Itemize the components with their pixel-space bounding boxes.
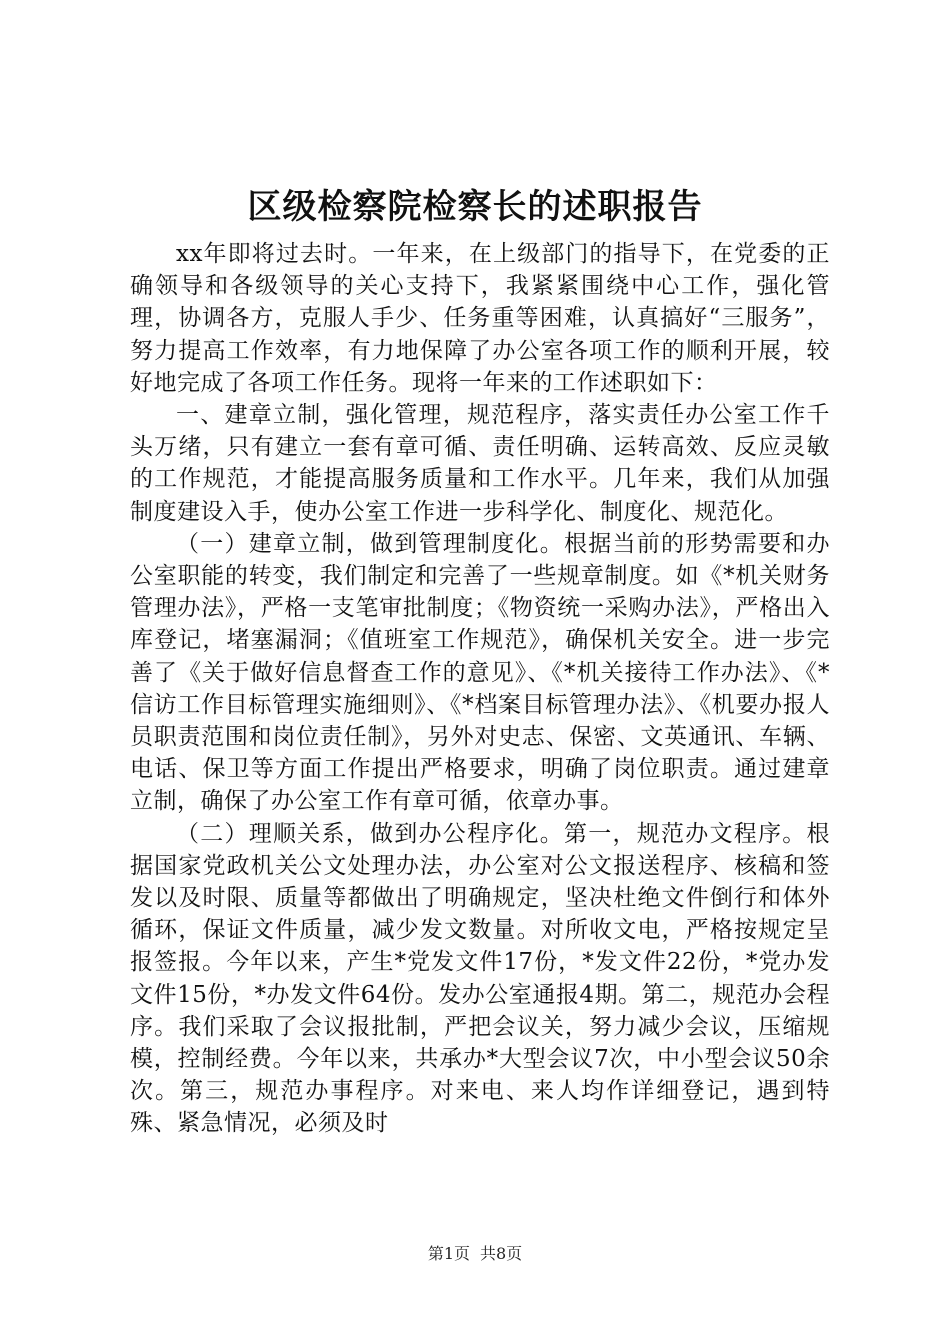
paragraph-subsection-two: （二）理顺关系，做到办公程序化。第一，规范办文程序。根据国家党政机关公文处理办法，办公室对公文报送程序、核稿和签发以及时限、质量等都做出了明确规定，坚决杜绝文件倒行和体外循环，保证文件质量，减少发文数量。对所收文电，严格按规定呈报签报。今年以来，产生*党发文件17份，*发文件22份，*党办发文件15份，*办发文件64份。发办公室通报4期。第二，规范办会程序。我们采取了会议报批制，严把会议关，努力减少会议，压缩规模，控制经费。今年以来，共承办*大型会议7次，中小型会议50余次。第三，规范办事程序。对来电、来人均作详细登记，遇到特殊、紧急情况，必须及时 — [130, 820, 830, 1137]
paragraph-subsection-one: （一）建章立制，做到管理制度化。根据当前的形势需要和办公室职能的转变，我们制定和完善了一些规章制度。如《*机关财务管理办法》，严格一支笔审批制度；《物资统一采购办法》，严格出入库登记，堵塞漏洞；《值班室工作规范》，确保机关安全。进一步完善了《关于做好信息督查工作的意见》、《*机关接待工作办法》、《*信访工作目标管理实施细则》、《*档案目标管理办法》、《机要办报人员职责范围和岗位责任制》，另外对史志、保密、文英通讯、车辆、电话、保卫等方面工作提出严格要求，明确了岗位职责。通过建章立制，确保了办公室工作有章可循，依章办事。 — [130, 530, 830, 815]
document-body — [130, 238, 830, 1140]
page-total: 共8页 — [480, 1244, 523, 1263]
paragraph-intro: xx年即将过去时。一年来，在上级部门的指导下，在党委的正确领导和各级领导的关心支持下，我紧紧围绕中心工作，强化管理，协调各方，克服人手少、任务重等困难，认真搞好“三服务”，努力提高工作效率，有力地保障了办公室各项工作的顺利开展，较好地完成了各项工作任务。现将一年来的工作述职如下： — [130, 241, 830, 396]
document-title: 区级检察院检察长的述职报告 — [247, 187, 703, 227]
paragraph-section-one: 一、建章立制，强化管理，规范程序，落实责任办公室工作千头万绪，只有建立一套有章可循、责任明确、运转高效、反应灵敏的工作规范，才能提高服务质量和工作水平。几年来，我们从加强制度建设入手，使办公室工作进一步科学化、制度化、规范化。 — [130, 402, 830, 525]
page-number: 第1页 — [427, 1244, 470, 1263]
page-footer — [0, 1243, 950, 1265]
